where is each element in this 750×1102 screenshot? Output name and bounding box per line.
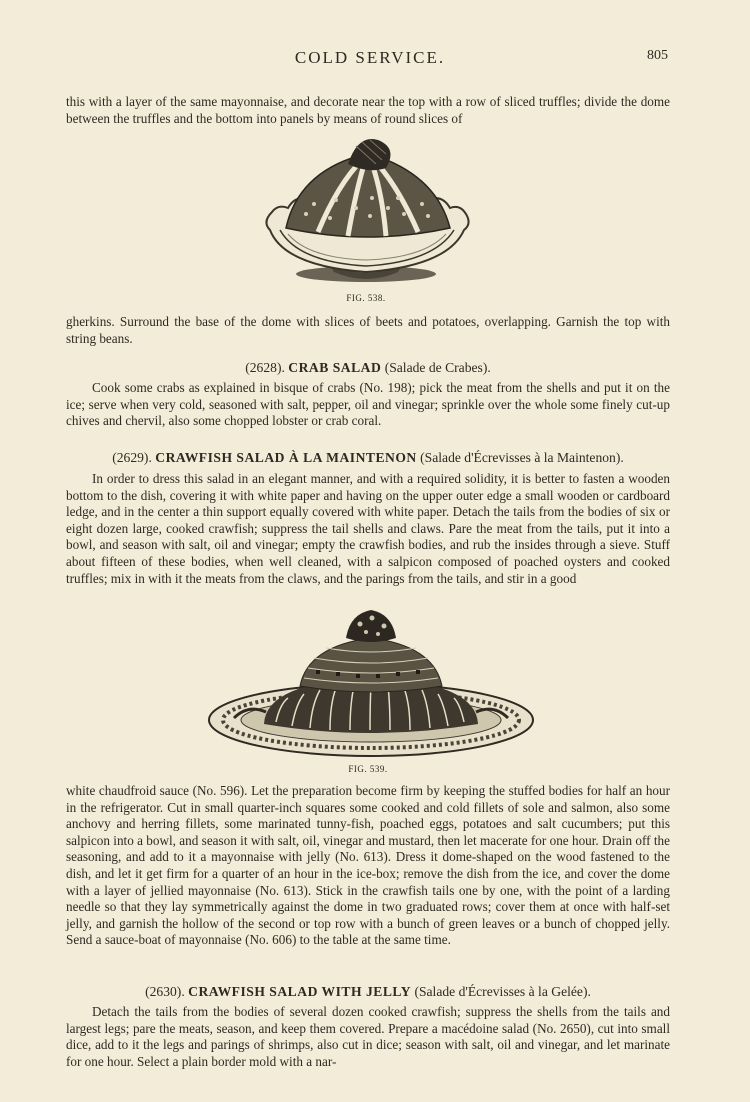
- paragraph-chaudfroid: white chaudfroid sauce (No. 596). Let the preparation become firm by keeping the stuffed bodies for half an hour in the refrigerator. Cut in small quarter-inch squares some cooked and cold fillets of sole and salmon, also some anchovy and herring fillets, some marinated tunny-fish, poached eggs, potatoes and salt cucumbers; put this salpicon into a bowl, and season it with salt, oil, vinegar and mustard, then let macerate for one hour. Drain off the seasoning, and add to it a mayonnaise with jelly (No. 613). Dress it dome-shaped on the wood fastened to the dish, and let it get firm for a quarter of an hour in the ice-box; remove the dish from the ice, and cover the dome with a layer of jellied mayonnaise (No. 613). Stick in the crawfish tails one by one, with the point of a larding needle so that they lay symmetrically against the dome in two graduated rows; cover them at once with half-set jelly, and garnish the hollow of the second or top row with a bunch of green leaves or a bunch of chopped jelly. Send a sauce-boat of mayonnaise (No. 606) to the table at the same time.: [66, 783, 670, 948]
- running-title: COLD SERVICE.: [294, 48, 446, 67]
- recipe-title: CRAWFISH SALAD WITH JELLY: [188, 984, 412, 999]
- page-number: 805: [647, 48, 668, 63]
- recipe-french-title: (Salade d'Écrevisses à la Gelée).: [414, 984, 591, 999]
- paragraph-crawfish-jelly: Detach the tails from the bodies of several dozen cooked crawfish; suppress the shells from the tails and largest legs; pare the meats, season, and keep them covered. Prepare a macédoine salad (No. 2650), cut into small dice, add to it the legs and parings of shrimps, also cut in dice; season with salt, oil and vinegar, and let marinate for one hour. Select a plain border mold with a nar-: [66, 1004, 670, 1069]
- recipe-number: (2629).: [112, 450, 152, 465]
- paragraph-crab-salad: Cook some crabs as explained in bisque of crabs (No. 198); pick the meat from the shells and put it on the ice; serve when very cold, seasoned with salt, pepper, oil and vinegar; sprinkle over the whole some finely cut-up chives and chervil, also some chopped lobster or crab coral.: [66, 380, 670, 429]
- figure-539-caption: FIG. 539.: [348, 764, 388, 774]
- recipe-number: (2628).: [245, 360, 285, 375]
- figure-538-caption: FIG. 538.: [346, 293, 386, 303]
- paragraph-maintenon: In order to dress this salad in an elegant manner, and with a required solidity, it is better to fasten a wooden bottom to the dish, covering it with white paper and having on the upper outer edge a small wooden or cardboard ledge, and in the center a thin support equally covered with white paper. Detach the tails from the bodies of six or eight dozen large, cooked crawfish; suppress the tail shells and claws. Pare the meat from the tails, put it into a bowl, and season with salt, oil and vinegar; empty the crawfish bodies, and rub the insides through a sieve. Stuff about fifteen of these bodies, when well cleaned, with a salpicon composed of poached oysters and cooked truffles; mix in with it the meats from the claws, and the parings from the tails, and stir in a good: [66, 471, 670, 586]
- figure-538-illustration: [258, 134, 480, 292]
- recipe-title: CRAWFISH SALAD À LA MAINTENON: [155, 450, 417, 465]
- figure-539-illustration: [204, 608, 538, 764]
- recipe-french-title: (Salade d'Écrevisses à la Maintenon).: [420, 450, 624, 465]
- recipe-title: CRAB SALAD: [288, 360, 382, 375]
- recipe-heading-2630: [66, 984, 670, 1000]
- recipe-heading-2628: [66, 360, 670, 376]
- recipe-heading-2629: [66, 450, 670, 466]
- paragraph-gherkins: gherkins. Surround the base of the dome with slices of beets and potatoes, overlapping. Garnish the top with string beans.: [66, 314, 670, 346]
- paragraph-continued-top: this with a layer of the same mayonnaise, and decorate near the top with a row of sliced truffles; divide the dome between the truffles and the bottom into panels by means of round slices of: [66, 94, 670, 126]
- recipe-french-title: (Salade de Crabes).: [384, 360, 491, 375]
- running-head: [0, 48, 750, 70]
- recipe-number: (2630).: [145, 984, 185, 999]
